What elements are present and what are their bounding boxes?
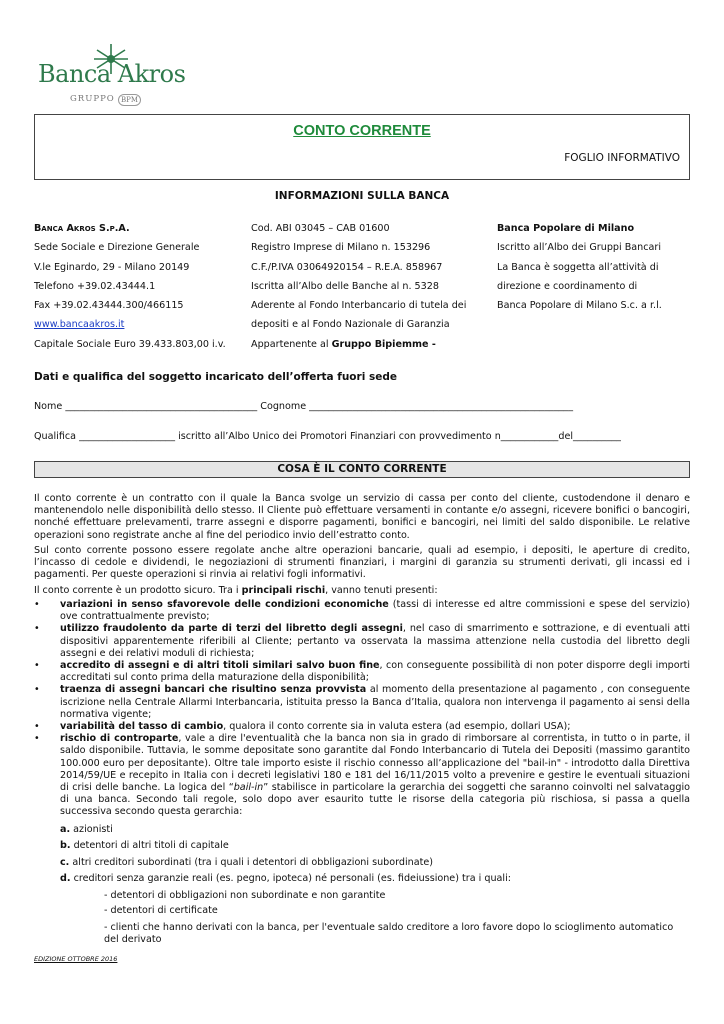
- bank-info-line: Sede Sociale e Direzione Generale: [34, 242, 200, 254]
- bullet-icon: •: [34, 721, 40, 733]
- page-title: CONTO CORRENTE: [293, 123, 431, 139]
- hierarchy-letter: d.: [60, 873, 71, 885]
- page-subtitle: FOGLIO INFORMATIVO: [564, 152, 680, 164]
- logo-gruppo: GRUPPO: [70, 94, 115, 104]
- bank-info-line: Iscritto all’Albo dei Gruppi Bancari: [497, 242, 662, 254]
- hierarchy-item: [34, 838, 690, 855]
- group-name: Gruppo Bipiemme -: [331, 338, 436, 350]
- creditor-item: - detentori di certificate: [104, 905, 218, 917]
- risk-text: , con conseguente possibilità di non poter disporre degli importi accreditati sul conto prima della maturazione della disponibilità;: [60, 660, 690, 684]
- website-link[interactable]: www.bancaakros.it: [34, 319, 125, 331]
- paragraph-2: Sul conto corrente possono essere regolate anche altre operazioni bancarie, quali ad esempio, i depositi, le aperture di credito, l’incasso di cedole e dividendi, le negoziazioni di strumenti finanziari, i margini di garanzia su strumenti derivati, gli incassi ed i pagamenti. Per queste operazioni si rinvia ai relativi fogli informativi.: [34, 545, 690, 581]
- risk-title: rischio di controparte: [60, 733, 179, 745]
- bank-info-line: Telefono +39.02.43444.1: [34, 280, 156, 292]
- creditor-item: - detentori di obbligazioni non subordinate e non garantite: [104, 889, 386, 901]
- section-title-banca: INFORMAZIONI SULLA BANCA: [274, 190, 450, 202]
- bank-info-column-2: [251, 219, 466, 354]
- bullet-icon: •: [34, 599, 40, 610]
- para3-prefix: Il conto corrente è un prodotto sicuro. Tra i: [34, 585, 242, 596]
- list-item: [34, 623, 690, 660]
- section-title-cosa: COSA È IL CONTO CORRENTE: [34, 461, 690, 478]
- list-item: [34, 733, 690, 818]
- bank-info-line: La Banca è soggetta all’attività di: [497, 261, 659, 273]
- bail-in-term: bail-in: [233, 782, 264, 794]
- list-item: [34, 721, 690, 733]
- parent-bank-name: Banca Popolare di Milano: [497, 223, 635, 234]
- risk-text: , qualora il conto corrente sia in valuta estera (ad esempio, dollari USA);: [223, 721, 571, 733]
- bank-info-line: depositi e al Fondo Nazionale di Garanzia: [251, 319, 450, 331]
- nome-cognome-field[interactable]: Nome ________________________________________ Cognome _______________________________________________________: [34, 401, 574, 412]
- risk-title: accredito di assegni e di altri titoli similari salvo buon fine: [60, 660, 380, 672]
- bank-info-line: Iscritta all’Albo delle Banche al n. 5328: [251, 280, 439, 292]
- header-box: [34, 114, 690, 180]
- bank-info-column-1: [34, 219, 226, 354]
- risk-text: , vale a dire l'eventualità che la banca non sia in grado di rimborsare al correntista, in tutto o in parte, il saldo disponibile. Tuttavia, le somme depositate sono garantite dal Fondo Interbancario di Tutela dei Depositi (massimo garantito 100.000 euro per depositante). Oltre tale importo esiste il rischio connesso all’applicazione del "bail-in" - introdotto dalla Direttiva 2014/59/UE e recepito in Italia con i decreti legislativi 180 e 181 del 16/11/2015 volto a prevenire e gestire le eventuali situazioni di crisi delle banche. La logica del “: [60, 733, 691, 794]
- group-prefix: Appartenente al: [251, 338, 332, 350]
- qualifica-field[interactable]: Qualifica ____________________ iscritto all’Albo Unico dei Promotori Finanziari con provvedimento n____________del__________: [34, 431, 621, 442]
- risk-title: utilizzo fraudolento da parte di terzi del libretto degli assegni: [60, 623, 403, 635]
- creditor-item: - clienti che hanno derivati con la banca, per l'eventuale saldo creditore a loro favore dopo lo scioglimento automatico del derivato: [104, 922, 674, 946]
- risk-text: ” stabilisce in particolare la gerarchia dei soggetti che saranno coinvolti nel salvataggio di una banca. Secondo tali regole, solo dopo aver esaurito tutte le risorse della categoria più rischiosa, si passa a quella successiva secondo questa gerarchia:: [60, 782, 690, 818]
- bullet-icon: •: [34, 733, 40, 745]
- bank-name: Banca Akros S.p.A.: [34, 223, 130, 234]
- list-item: [34, 660, 690, 684]
- risk-text: , nel caso di smarrimento e sottrazione, e di eventuali atti dispositivi apparentemente riferibili al Cliente; pertanto va osservata la massima attenzione nella custodia del libretto degli assegni e dei relativi moduli di richiesta;: [60, 623, 690, 659]
- hierarchy-list: [34, 822, 690, 947]
- list-item: [34, 684, 690, 721]
- bank-info-line: Registro Imprese di Milano n. 153296: [251, 242, 431, 254]
- offerta-title: Dati e qualifica del soggetto incaricato dell’offerta fuori sede: [34, 371, 397, 383]
- risk-title: traenza di assegni bancari che risultino senza provvista: [60, 684, 367, 696]
- bank-group-line: [251, 335, 466, 354]
- risk-text: al momento della presentazione al pagamento , con conseguente iscrizione nella Centrale Allarmi Interbancaria, istituita presso la Banca d’Italia, qualora non intervenga il pagamento ai sensi della normativa vigente;: [60, 684, 690, 720]
- bank-capital: Capitale Sociale Euro 39.433.803,00 i.v.: [34, 338, 226, 350]
- bullet-icon: •: [34, 623, 40, 635]
- risk-text: (tassi di interesse ed altre commissioni e spese del servizio) ove contrattualmente previsto;: [60, 599, 690, 623]
- bank-logo: [36, 44, 186, 112]
- logo-bpm: BPM: [118, 94, 141, 106]
- hierarchy-text: creditori senza garanzie reali (es. pegno, ipoteca) né personali (es. fideiussione) tra i quali:: [70, 873, 511, 885]
- bank-info-line: C.F./P.IVA 03064920154 – R.E.A. 858967: [251, 261, 443, 273]
- paragraph-3: [34, 585, 690, 597]
- bank-info-line: Banca Popolare di Milano S.c. a r.l.: [497, 300, 662, 312]
- hierarchy-letter: a.: [60, 823, 71, 835]
- bank-info-line: direzione e coordinamento di: [497, 280, 638, 292]
- risk-list: [34, 599, 690, 947]
- para3-bold: principali rischi: [241, 585, 326, 596]
- bank-info-line: V.le Eginardo, 29 - Milano 20149: [34, 261, 190, 273]
- hierarchy-item: [34, 855, 690, 872]
- bank-info-line: Cod. ABI 03045 – CAB 01600: [251, 223, 390, 234]
- hierarchy-text: detentori di altri titoli di capitale: [70, 840, 229, 852]
- risk-title: variazioni in senso sfavorevole delle condizioni economiche: [60, 599, 389, 610]
- bank-info-column-3: [497, 219, 662, 315]
- hierarchy-letter: b.: [60, 840, 71, 852]
- list-item: [34, 599, 690, 623]
- hierarchy-item: [34, 871, 690, 888]
- hierarchy-letter: c.: [60, 856, 70, 868]
- para3-suffix: , vanno tenuti presenti:: [325, 585, 438, 596]
- bank-info-line: Aderente al Fondo Interbancario di tutela dei: [251, 300, 467, 312]
- bank-info-line: Fax +39.02.43444.300/466115: [34, 300, 184, 312]
- risk-title: variabilità del tasso di cambio: [60, 721, 224, 733]
- logo-wordmark: Banca Akros: [38, 60, 186, 88]
- paragraph-1: Il conto corrente è un contratto con il quale la Banca svolge un servizio di cassa per conto del cliente, custodendone il denaro e mantenendolo nelle disponibilità dello stesso. Il Cliente può effettuare versamenti in contante e/o assegni, ricevere bonifici o bancogiri, nonché effettuare prelevamenti, trarre assegni e disporre pagamenti, bonifici e bancogiri, nei limiti del saldo disponibile. Le relative operazioni sono registrate anche al fine del periodico invio dell’estratto conto.: [34, 493, 690, 541]
- hierarchy-text: altri creditori subordinati (tra i quali i detentori di obbligazioni subordinate): [69, 856, 434, 868]
- hierarchy-item: [34, 822, 690, 839]
- edition-footer: EDIZIONE OTTOBRE 2016: [34, 955, 118, 963]
- hierarchy-text: azionisti: [70, 823, 113, 835]
- bullet-icon: •: [34, 684, 40, 696]
- bullet-icon: •: [34, 660, 40, 672]
